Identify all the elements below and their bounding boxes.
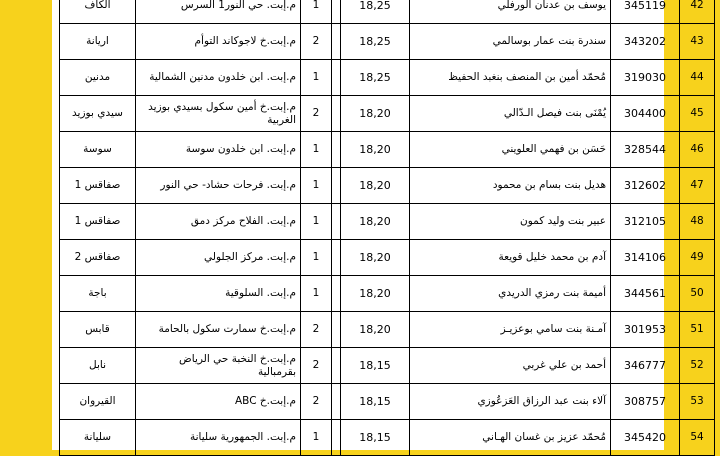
student-id-cell: 312602 bbox=[611, 168, 680, 204]
row-number-cell: 48 bbox=[680, 204, 715, 240]
row-number-cell: 43 bbox=[680, 24, 715, 60]
score-cell: 18,15 bbox=[341, 348, 410, 384]
student-name-cell: يُمْنَى بنت فيصل الـدّالي bbox=[410, 96, 611, 132]
school-name-cell: م.إبت.خ أمين سكول بسيدي بوزيد الغربية bbox=[136, 96, 301, 132]
rank-cell: 1 bbox=[301, 132, 332, 168]
region-cell: سوسة bbox=[60, 132, 136, 168]
table-row bbox=[60, 132, 715, 168]
column-separator-cell bbox=[332, 24, 341, 60]
region-cell: صفاقس 2 bbox=[60, 240, 136, 276]
row-number-cell: 51 bbox=[680, 312, 715, 348]
school-name-cell: م.إبت.خ سمارت سكول بالحامة bbox=[136, 312, 301, 348]
row-number-cell: 47 bbox=[680, 168, 715, 204]
school-name-cell: م.إبت.خ النخبة حي الرياض بقرمبالية bbox=[136, 348, 301, 384]
region-cell: القيروان bbox=[60, 384, 136, 420]
score-cell: 18,20 bbox=[341, 168, 410, 204]
table-row bbox=[60, 96, 715, 132]
score-cell: 18,20 bbox=[341, 276, 410, 312]
score-cell: 18,20 bbox=[341, 132, 410, 168]
school-name-cell: م.إبت. السلوقية bbox=[136, 276, 301, 312]
rank-cell: 1 bbox=[301, 240, 332, 276]
table-row bbox=[60, 384, 715, 420]
student-name-cell: آلاء بنت عبد الرزاق العَزعُوزي bbox=[410, 384, 611, 420]
table-row bbox=[60, 348, 715, 384]
student-id-cell: 312105 bbox=[611, 204, 680, 240]
column-separator-cell bbox=[332, 348, 341, 384]
column-separator-cell bbox=[332, 0, 341, 24]
column-separator-cell bbox=[332, 60, 341, 96]
student-name-cell: مُحمّد عزيز بن غسان الهـاني bbox=[410, 420, 611, 456]
score-cell: 18,15 bbox=[341, 420, 410, 456]
student-name-cell: يوسف بن عدنان الورفلي bbox=[410, 0, 611, 24]
score-cell: 18,20 bbox=[341, 204, 410, 240]
rank-cell: 1 bbox=[301, 168, 332, 204]
student-id-cell: 301953 bbox=[611, 312, 680, 348]
column-separator-cell bbox=[332, 96, 341, 132]
rank-cell: 2 bbox=[301, 24, 332, 60]
score-cell: 18,20 bbox=[341, 96, 410, 132]
student-id-cell: 328544 bbox=[611, 132, 680, 168]
rank-cell: 1 bbox=[301, 0, 332, 24]
student-name-cell: هديل بنت بسام بن محمود bbox=[410, 168, 611, 204]
region-cell: سيدي بوزيد bbox=[60, 96, 136, 132]
school-name-cell: م.إبت.خ ABC bbox=[136, 384, 301, 420]
score-cell: 18,15 bbox=[341, 384, 410, 420]
region-cell: قابس bbox=[60, 312, 136, 348]
school-name-cell: م.إبت. الجمهورية سليانة bbox=[136, 420, 301, 456]
column-separator-cell bbox=[332, 312, 341, 348]
student-name-cell: آدم بن محمد خليل قويعة bbox=[410, 240, 611, 276]
region-cell: صفاقس 1 bbox=[60, 204, 136, 240]
region-cell: نابل bbox=[60, 348, 136, 384]
table-row bbox=[60, 24, 715, 60]
student-id-cell: 314106 bbox=[611, 240, 680, 276]
student-id-cell: 346777 bbox=[611, 348, 680, 384]
region-cell: مدنين bbox=[60, 60, 136, 96]
school-name-cell: م.إبت. ابن خلدون مدنين الشمالية bbox=[136, 60, 301, 96]
rank-cell: 2 bbox=[301, 348, 332, 384]
column-separator-cell bbox=[332, 276, 341, 312]
school-name-cell: م.إبت.خ لاجوكاند التوأم bbox=[136, 24, 301, 60]
region-cell: الكاف bbox=[60, 0, 136, 24]
region-cell: صفاقس 1 bbox=[60, 168, 136, 204]
score-cell: 18,20 bbox=[341, 312, 410, 348]
student-name-cell: سندرة بنت عمار بوسالمي bbox=[410, 24, 611, 60]
row-number-cell: 45 bbox=[680, 96, 715, 132]
table-row bbox=[60, 168, 715, 204]
rank-cell: 2 bbox=[301, 384, 332, 420]
school-name-cell: م.إبت. ابن خلدون سوسة bbox=[136, 132, 301, 168]
column-separator-cell bbox=[332, 204, 341, 240]
table-row bbox=[60, 204, 715, 240]
student-id-cell: 345119 bbox=[611, 0, 680, 24]
row-number-cell: 53 bbox=[680, 384, 715, 420]
rank-cell: 1 bbox=[301, 420, 332, 456]
results-table bbox=[59, 0, 715, 456]
school-name-cell: م.إبت. الفلاح مركز دمق bbox=[136, 204, 301, 240]
student-name-cell: حَسَن بن فهمي العلويني bbox=[410, 132, 611, 168]
student-id-cell: 304400 bbox=[611, 96, 680, 132]
student-id-cell: 308757 bbox=[611, 384, 680, 420]
table-row bbox=[60, 420, 715, 456]
table-row bbox=[60, 312, 715, 348]
table-row bbox=[60, 0, 715, 24]
table-row bbox=[60, 60, 715, 96]
student-name-cell: آمـنة بنت سامي بوعزيـز bbox=[410, 312, 611, 348]
region-cell: اريانة bbox=[60, 24, 136, 60]
school-name-cell: م.إبت. فرحات حشاد- حي النور bbox=[136, 168, 301, 204]
column-separator-cell bbox=[332, 168, 341, 204]
table-row bbox=[60, 240, 715, 276]
student-id-cell: 343202 bbox=[611, 24, 680, 60]
score-cell: 18,25 bbox=[341, 60, 410, 96]
rank-cell: 2 bbox=[301, 312, 332, 348]
student-id-cell: 345420 bbox=[611, 420, 680, 456]
student-name-cell: عبير بنت وليد كمون bbox=[410, 204, 611, 240]
student-id-cell: 344561 bbox=[611, 276, 680, 312]
row-number-cell: 42 bbox=[680, 0, 715, 24]
score-cell: 18,20 bbox=[341, 240, 410, 276]
table-row bbox=[60, 276, 715, 312]
row-number-cell: 54 bbox=[680, 420, 715, 456]
score-cell: 18,25 bbox=[341, 0, 410, 24]
row-number-cell: 44 bbox=[680, 60, 715, 96]
row-number-cell: 52 bbox=[680, 348, 715, 384]
rank-cell: 2 bbox=[301, 96, 332, 132]
document-page bbox=[52, 0, 704, 450]
column-separator-cell bbox=[332, 420, 341, 456]
row-number-cell: 50 bbox=[680, 276, 715, 312]
region-cell: سليانة bbox=[60, 420, 136, 456]
student-name-cell: مُحمّد أمين بن المنصف بنغبد الحفيظ bbox=[410, 60, 611, 96]
score-cell: 18,25 bbox=[341, 24, 410, 60]
school-name-cell: م.إبت. مركز الجلولي bbox=[136, 240, 301, 276]
student-id-cell: 319030 bbox=[611, 60, 680, 96]
rank-cell: 1 bbox=[301, 204, 332, 240]
rank-cell: 1 bbox=[301, 276, 332, 312]
row-number-cell: 49 bbox=[680, 240, 715, 276]
row-number-cell: 46 bbox=[680, 132, 715, 168]
student-name-cell: أحمد بن علي غربي bbox=[410, 348, 611, 384]
region-cell: باجة bbox=[60, 276, 136, 312]
rank-cell: 1 bbox=[301, 60, 332, 96]
column-separator-cell bbox=[332, 132, 341, 168]
school-name-cell: م.إبت. حي النور1 السرس bbox=[136, 0, 301, 24]
column-separator-cell bbox=[332, 384, 341, 420]
column-separator-cell bbox=[332, 240, 341, 276]
student-name-cell: أميمة بنت رمزي الدريدي bbox=[410, 276, 611, 312]
